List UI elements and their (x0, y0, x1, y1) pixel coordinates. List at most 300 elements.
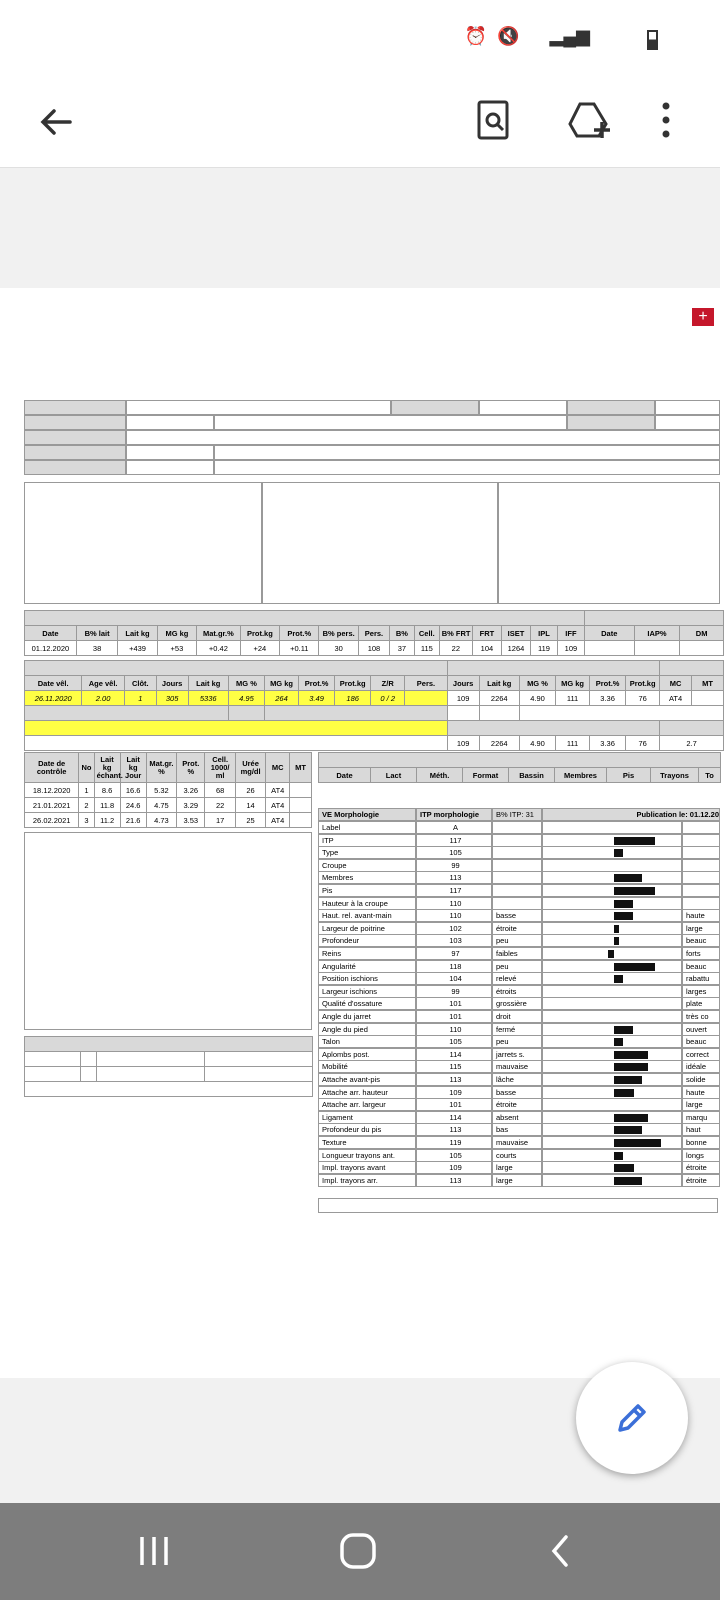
lact-note (25, 721, 448, 736)
lact-value-cell: 5336 (188, 691, 228, 706)
lact-value-cell: 2.00 (82, 691, 124, 706)
index-header-cell: Prot.kg (240, 626, 279, 641)
swiss-cross-icon: + (692, 308, 714, 326)
morpho-title (319, 753, 721, 768)
index-header-cell: B% FRT (439, 626, 472, 641)
insem-cell (205, 1052, 313, 1067)
index-header-cell: MG kg (157, 626, 196, 641)
morpho-bar (614, 1038, 623, 1046)
control-header-cell: Date de contrôle (25, 753, 79, 783)
morpho-high: beauc (682, 960, 720, 973)
morpho-score: 114 (416, 1111, 492, 1124)
morpho-low: étroits (492, 985, 542, 998)
morpho-bar-cell (542, 1023, 682, 1036)
index-value-cell: +0.11 (280, 641, 319, 656)
morpho-trait: Croupe (318, 859, 416, 872)
morpho-trait: Position ischions (318, 972, 416, 985)
breeder-address (214, 460, 720, 475)
control-value-cell: 26.02.2021 (25, 813, 79, 828)
lact-header-cell: MT (692, 676, 724, 691)
insem-cell (25, 1052, 81, 1067)
morpho-bar-cell (542, 846, 682, 859)
index-value-cell: +24 (240, 641, 279, 656)
lactation-table (24, 660, 724, 751)
morpho-low (492, 821, 542, 834)
morpho-header-cell: Méth. (417, 768, 463, 783)
morpho-bar (614, 925, 619, 933)
index-header-cell: DM (680, 626, 724, 641)
insem-table (24, 1036, 313, 1097)
index-value-cell (584, 641, 634, 656)
insem-cell (81, 1052, 97, 1067)
index-value-cell: 38 (76, 641, 117, 656)
morpho-trait: Angle du pied (318, 1023, 416, 1036)
control-value-cell: AT4 (266, 813, 290, 828)
morpho-low (492, 859, 542, 872)
index-header-cell: Lait kg (118, 626, 157, 641)
morpho-bar (614, 912, 633, 920)
index-value-cell: 01.12.2020 (25, 641, 77, 656)
morpho-low: étroite (492, 922, 542, 935)
morpho-low (492, 846, 542, 859)
control-header-cell: Prot. % (177, 753, 205, 783)
morpho-trait: Membres (318, 871, 416, 884)
control-value-cell: 4.75 (146, 798, 176, 813)
morpho-low: basse (492, 909, 542, 922)
morpho-high: haute (682, 909, 720, 922)
lact-avg-value (228, 706, 264, 721)
morpho-high: bonne (682, 1136, 720, 1149)
morpho-high: étroite (682, 1161, 720, 1174)
morpho-trait: Aplombs post. (318, 1048, 416, 1061)
morpho-high: larges (682, 985, 720, 998)
insem-cell (205, 1067, 313, 1082)
index-table (24, 610, 724, 656)
index-header-cell: B% (390, 626, 415, 641)
morpho-score: 117 (416, 834, 492, 847)
mute-icon: 🔇 (497, 26, 520, 46)
morpho-bar-cell (542, 909, 682, 922)
morpho-high: ouvert (682, 1023, 720, 1036)
morpho-low (492, 884, 542, 897)
morpho-bar-cell (542, 972, 682, 985)
morpho-bar-cell (542, 997, 682, 1010)
index-header-cell: Cell. (414, 626, 439, 641)
pedigree-col-1 (24, 482, 262, 604)
lact-header-cell: Date vêl. (25, 676, 82, 691)
kg-title (660, 721, 724, 736)
status-icons (465, 26, 590, 47)
back-nav-icon[interactable] (548, 1533, 572, 1569)
control-header-cell: MT (290, 753, 312, 783)
morpho-high (682, 846, 720, 859)
morpho-bar-cell (542, 897, 682, 910)
morpho-bar (614, 1177, 642, 1185)
morpho-high: large (682, 922, 720, 935)
lact-header-cell: MG % (519, 676, 555, 691)
morpho-score: 105 (416, 1035, 492, 1048)
morpho-bar (614, 1126, 642, 1134)
morpho-trait: ITP (318, 834, 416, 847)
morpho-score: 117 (416, 884, 492, 897)
morpho-score: 101 (416, 997, 492, 1010)
morpho-high: très co (682, 1010, 720, 1023)
index-value-cell: +439 (118, 641, 157, 656)
kg-per-day-value: 2.7 (660, 736, 724, 751)
morpho-bar-cell (542, 1098, 682, 1111)
morpho-high: solide (682, 1073, 720, 1086)
code-title (660, 661, 724, 676)
morpho-trait: Attache arr. largeur (318, 1098, 416, 1111)
morpho-score: 99 (416, 859, 492, 872)
morpho-high: marqu (682, 1111, 720, 1124)
insem-cell (81, 1067, 97, 1082)
control-value-cell (290, 783, 312, 798)
morpho-trait: Largeur de poitrine (318, 922, 416, 935)
morpho-trait: Profondeur du pis (318, 1123, 416, 1136)
morpho-low: basse (492, 1086, 542, 1099)
lact-header-cell: Prot.% (299, 676, 335, 691)
morpho-bar (614, 887, 655, 895)
control-value-cell: 3 (79, 813, 94, 828)
morpho-trait: Impl. trayons avant (318, 1161, 416, 1174)
control-header-cell: Lait kg échant. (94, 753, 120, 783)
lact-value-cell: 264 (265, 691, 299, 706)
table-row (25, 813, 312, 828)
index-header-cell: ISET (501, 626, 530, 641)
index-header-cell: IPL (530, 626, 557, 641)
control-header-cell: Mat.gr. % (146, 753, 176, 783)
info-value (214, 415, 567, 430)
index-value-cell: +0.42 (197, 641, 241, 656)
morpho-score: 110 (416, 909, 492, 922)
morpho-low: étroite (492, 1098, 542, 1111)
morpho-trait: Talon (318, 1035, 416, 1048)
lact-avg-milk (479, 706, 519, 721)
morpho-bar (614, 1164, 634, 1172)
home-icon[interactable] (338, 1531, 378, 1571)
system-nav-bar (0, 1503, 720, 1600)
morpho-trait: Pis (318, 884, 416, 897)
morpho-low: large (492, 1174, 542, 1187)
document-page[interactable] (0, 288, 720, 1378)
morpho-bar (614, 963, 655, 971)
morpho-high: longs (682, 1149, 720, 1162)
lact-value-cell: 111 (556, 691, 590, 706)
morpho-low: faibles (492, 947, 542, 960)
morpho-trait: Angularité (318, 960, 416, 973)
perf-value-cell: 109 (447, 736, 479, 751)
index-header-cell: Date (25, 626, 77, 641)
table-row (25, 798, 312, 813)
aptitude-header (584, 611, 723, 626)
control-header-cell: MC (266, 753, 290, 783)
morpho-low: grossière (492, 997, 542, 1010)
breeder-label (24, 460, 126, 475)
lact-header-cell: Z/R (371, 676, 405, 691)
itp-header: ITP morphologie (416, 808, 492, 821)
control-value-cell: AT4 (266, 783, 290, 798)
morpho-score: 110 (416, 897, 492, 910)
control-value-cell: 68 (205, 783, 235, 798)
lact-value-cell: 4.90 (519, 691, 555, 706)
control-value-cell: 3.53 (177, 813, 205, 828)
morpho-low: relevé (492, 972, 542, 985)
control-value-cell: 8.6 (94, 783, 120, 798)
morpho-high: beauc (682, 1035, 720, 1048)
owner-num (126, 445, 214, 460)
morpho-high: large (682, 1098, 720, 1111)
morpho-low (492, 834, 542, 847)
index-value-cell: 22 (439, 641, 472, 656)
lact-header-cell: MG kg (556, 676, 590, 691)
morpho-high: haut (682, 1123, 720, 1136)
morpho-high: haute (682, 1086, 720, 1099)
lact-header-cell: Age vêl. (82, 676, 124, 691)
morpho-trait: Label (318, 821, 416, 834)
morpho-header-table (318, 752, 721, 783)
morpho-bar (608, 950, 614, 958)
morpho-low: courts (492, 1149, 542, 1162)
index-header-cell: IFF (557, 626, 584, 641)
insem-cell (97, 1052, 205, 1067)
control-value-cell: 21.01.2021 (25, 798, 79, 813)
morpho-bar (614, 874, 642, 882)
control-value-cell: 5.32 (146, 783, 176, 798)
morpho-trait: Mobilité (318, 1060, 416, 1073)
marker-label (24, 430, 126, 445)
morpho-bar-cell (542, 922, 682, 935)
morpho-high: forts (682, 947, 720, 960)
info-label (567, 415, 655, 430)
lact-value-cell: AT4 (660, 691, 692, 706)
index-value-cell: 109 (557, 641, 584, 656)
lact-header-cell: Prot.kg (335, 676, 371, 691)
morpho-score: 113 (416, 1174, 492, 1187)
morpho-trait: Attache avant-pis (318, 1073, 416, 1086)
morpho-bar (614, 1089, 634, 1097)
index-header-cell: Date (584, 626, 634, 641)
morpho-high: correct (682, 1048, 720, 1061)
morpho-bar-cell (542, 1035, 682, 1048)
morpho-score: 109 (416, 1161, 492, 1174)
morpho-low: fermé (492, 1023, 542, 1036)
chart-canvas (25, 833, 311, 1029)
lact-header-cell: Pers. (405, 676, 448, 691)
perf-value-cell: 3.36 (590, 736, 626, 751)
search-document-icon[interactable] (474, 98, 514, 142)
control-value-cell: 11.2 (94, 813, 120, 828)
morpho-bar-cell (542, 1060, 682, 1073)
info-label (24, 400, 126, 415)
morpho-bar-cell (542, 821, 682, 834)
morpho-score: 105 (416, 846, 492, 859)
morpho-low: lâche (492, 1073, 542, 1086)
lact-value-cell: 1 (124, 691, 156, 706)
control-header-cell: Urée mg/dl (235, 753, 265, 783)
morpho-score: 102 (416, 922, 492, 935)
recent-apps-icon[interactable] (134, 1533, 174, 1569)
morpho-high (682, 834, 720, 847)
morpho-score: 99 (416, 985, 492, 998)
morpho-trait: Reins (318, 947, 416, 960)
index-value-cell: 108 (358, 641, 389, 656)
morpho-bar-cell (542, 1161, 682, 1174)
lact-header-cell: Lait kg (188, 676, 228, 691)
info-label (567, 400, 655, 415)
lact-value-cell: 0 / 2 (371, 691, 405, 706)
control-value-cell: 25 (235, 813, 265, 828)
morpho-bar-cell (542, 1123, 682, 1136)
index-value-cell: +53 (157, 641, 196, 656)
info-label (24, 415, 126, 430)
morpho-score: 104 (416, 972, 492, 985)
insem-cell (97, 1067, 205, 1082)
lact-value-cell: 4.95 (228, 691, 264, 706)
control-value-cell: 3.26 (177, 783, 205, 798)
morpho-header-cell: To (699, 768, 721, 783)
lact-value-cell (405, 691, 448, 706)
app-bar (0, 82, 720, 168)
back-arrow-icon[interactable] (36, 102, 76, 142)
index-section (25, 611, 585, 626)
lact-avg-label (25, 706, 229, 721)
index-value-cell: 37 (390, 641, 415, 656)
morpho-trait: Profondeur (318, 934, 416, 947)
insem-codes (25, 1082, 313, 1097)
b-itp: B% ITP: 31 (492, 808, 542, 821)
morpho-low (492, 871, 542, 884)
morpho-bar (614, 1026, 633, 1034)
info-value (655, 415, 720, 430)
morpho-header-cell: Trayons (651, 768, 699, 783)
perf-title (447, 721, 659, 736)
table-row (25, 783, 312, 798)
morpho-score: 113 (416, 1123, 492, 1136)
morpho-score: 101 (416, 1010, 492, 1023)
morpho-low: absent (492, 1111, 542, 1124)
morpho-low: large (492, 1161, 542, 1174)
control-value-cell: 26 (235, 783, 265, 798)
morpho-low: mauvaise (492, 1060, 542, 1073)
control-value-cell: 22 (205, 798, 235, 813)
controls-table (24, 752, 312, 828)
morpho-bar (614, 1063, 648, 1071)
ve-title: VE Morphologie (318, 808, 416, 821)
morpho-score: 114 (416, 1048, 492, 1061)
control-value-cell: 18.12.2020 (25, 783, 79, 798)
morpho-high (682, 821, 720, 834)
morpho-low: peu (492, 934, 542, 947)
viewer-background (0, 168, 720, 288)
index-header-cell: B% pers. (319, 626, 358, 641)
control-value-cell (290, 798, 312, 813)
index-header-cell: Prot.% (280, 626, 319, 641)
morpho-score: 101 (416, 1098, 492, 1111)
control-value-cell: 21.6 (120, 813, 146, 828)
add-to-drive-icon[interactable] (566, 98, 612, 142)
lactation-chart (24, 832, 312, 1030)
more-options-icon[interactable] (658, 98, 674, 142)
lact-header-cell: Lait kg (479, 676, 519, 691)
lact-header-cell: Prot.% (590, 676, 626, 691)
morpho-low (492, 897, 542, 910)
lact-header-cell: Clôt. (124, 676, 156, 691)
lact-avg-days (447, 706, 479, 721)
morpho-bar (614, 1076, 642, 1084)
morpho-bar-cell (542, 1111, 682, 1124)
morpho-trait: Qualité d'ossature (318, 997, 416, 1010)
morpho-bar (614, 937, 619, 945)
morpho-bar-cell (542, 960, 682, 973)
morpho-bar-cell (542, 859, 682, 872)
morpho-trait: Longueur trayons ant. (318, 1149, 416, 1162)
control-value-cell: AT4 (266, 798, 290, 813)
morpho-grid (318, 808, 720, 1224)
morpho-bar-cell (542, 1073, 682, 1086)
lact-header-cell: Prot.kg (626, 676, 660, 691)
index-header-cell: FRT (472, 626, 501, 641)
control-value-cell: 24.6 (120, 798, 146, 813)
info-label (391, 400, 479, 415)
morpho-bar (614, 849, 623, 857)
morpho-score: 97 (416, 947, 492, 960)
lact-std-title (25, 661, 448, 676)
edit-button[interactable] (576, 1362, 688, 1474)
lact-value-cell: 109 (447, 691, 479, 706)
morpho-bar (614, 1152, 623, 1160)
morpho-trait: Largeur ischions (318, 985, 416, 998)
morpho-trait: Type (318, 846, 416, 859)
morpho-low: droit (492, 1010, 542, 1023)
info-value (479, 400, 567, 415)
control-value-cell: 11.8 (94, 798, 120, 813)
morpho-score: 103 (416, 934, 492, 947)
morpho-bar-cell (542, 1136, 682, 1149)
morpho-score: 115 (416, 1060, 492, 1073)
perf-value-cell: 2264 (479, 736, 519, 751)
morpho-score: 109 (416, 1086, 492, 1099)
morpho-trait: Angle du jarret (318, 1010, 416, 1023)
info-value (126, 400, 391, 415)
pedigree-col-2 (262, 482, 498, 604)
morpho-footer-code (318, 1198, 718, 1213)
lact-value-cell: 186 (335, 691, 371, 706)
owner-address (214, 445, 720, 460)
index-value-cell (634, 641, 680, 656)
morpho-high (682, 897, 720, 910)
index-header-cell: IAP% (634, 626, 680, 641)
morpho-score: 119 (416, 1136, 492, 1149)
marker-value (126, 430, 720, 445)
alarm-icon: ⏰ (464, 26, 488, 46)
battery-icon (647, 30, 658, 50)
perf-value-cell: 4.90 (519, 736, 555, 751)
lact-header-cell: MG kg (265, 676, 299, 691)
morpho-score: 113 (416, 871, 492, 884)
morpho-bar (614, 900, 633, 908)
morpho-bar-cell (542, 1149, 682, 1162)
lact-value-cell: 3.49 (299, 691, 335, 706)
index-value-cell (680, 641, 724, 656)
perf-value-cell: 111 (556, 736, 590, 751)
control-value-cell: 4.73 (146, 813, 176, 828)
morpho-header-cell: Date (319, 768, 371, 783)
insem-title (25, 1037, 313, 1052)
morpho-high: beauc (682, 934, 720, 947)
morpho-high (682, 884, 720, 897)
morpho-score: A (416, 821, 492, 834)
